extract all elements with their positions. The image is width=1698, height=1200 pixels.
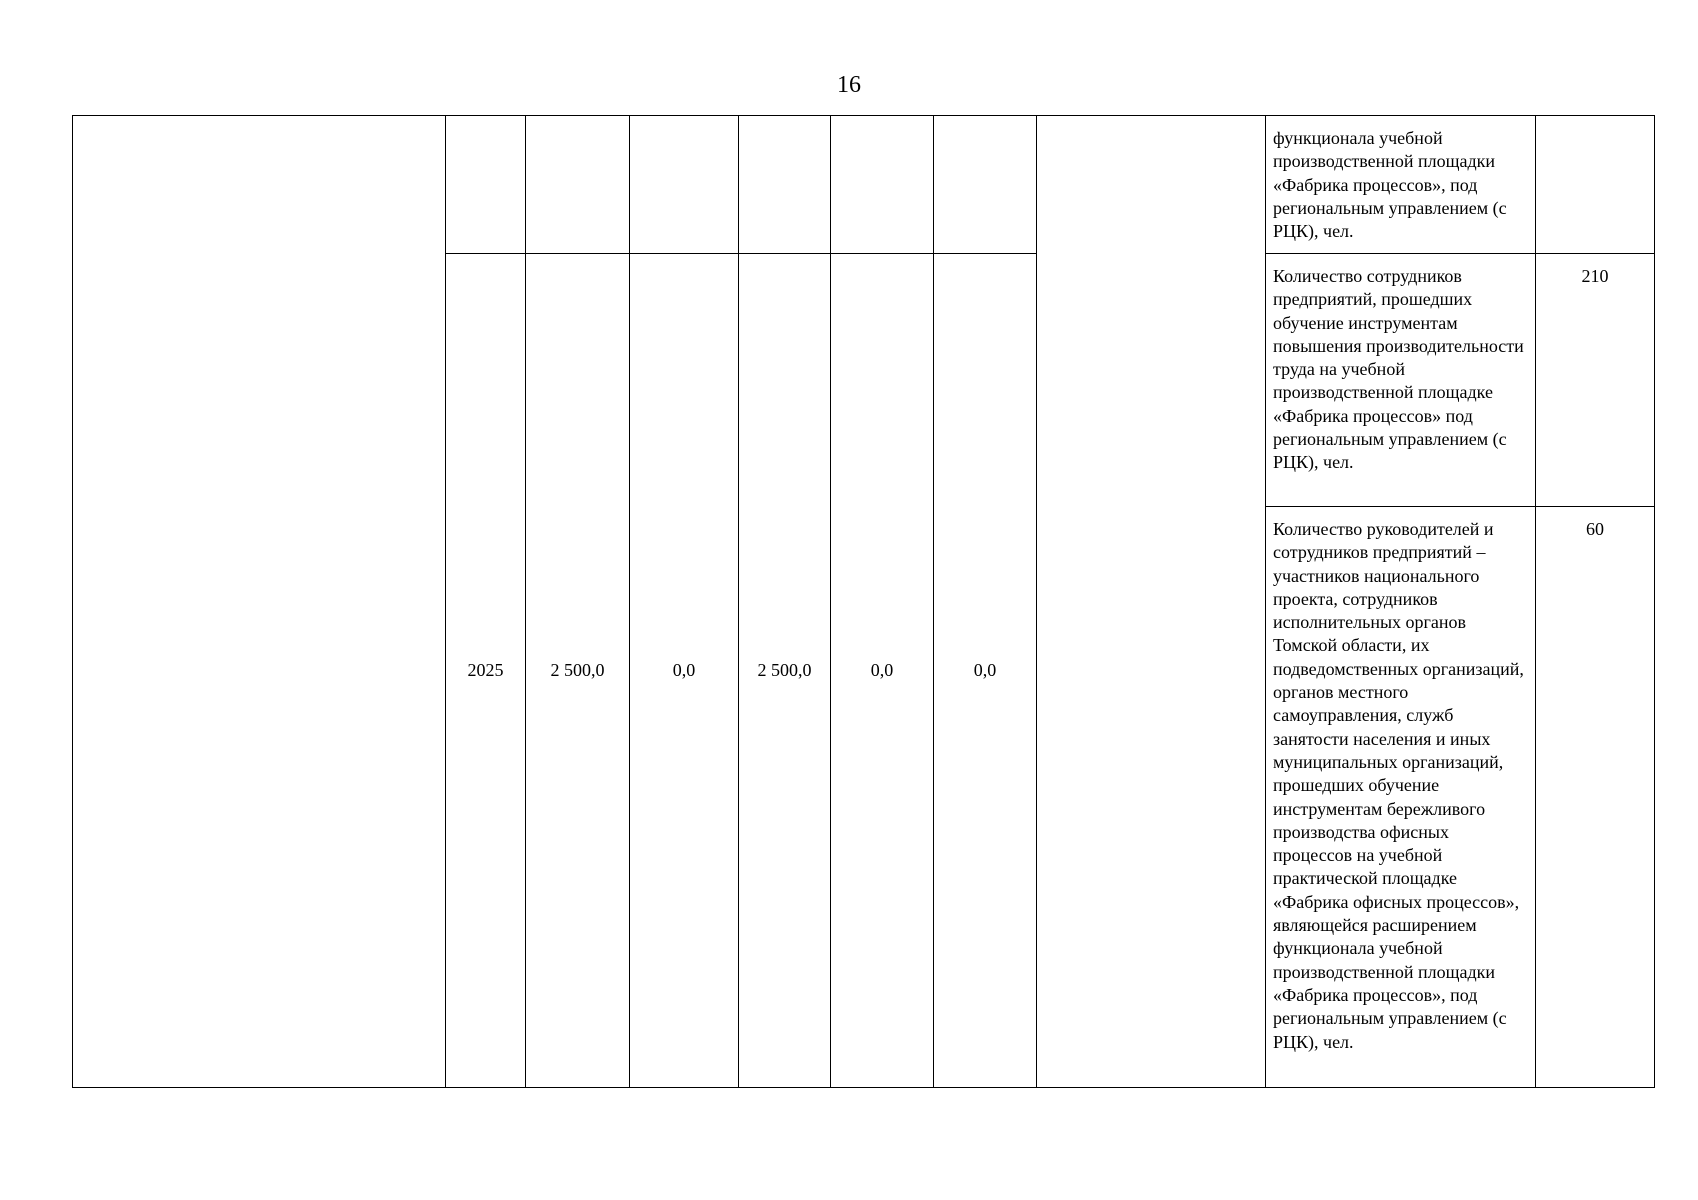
- indicator-name-cell: Количество сотрудников предприятий, прошедших обучение инструментам повышения производительности труда на учебной производственной площадке «Фабрика процессов» под региональным управлением (с РЦК), чел.: [1266, 254, 1536, 507]
- activity-name-cell: [73, 116, 446, 1088]
- page-number: 16: [837, 72, 861, 98]
- regional-budget-cell: 2 500,0: [739, 254, 831, 1088]
- year-cell: [446, 116, 526, 254]
- extra-budget-cell: [934, 116, 1037, 254]
- local-budget-cell: [831, 116, 934, 254]
- indicator-name-cell: функционала учебной производственной площадки «Фабрика процессов», под региональным управлением (с РЦК), чел.: [1266, 116, 1536, 254]
- local-budget-cell: 0,0: [831, 254, 934, 1088]
- total-funding-cell: 2 500,0: [526, 254, 630, 1088]
- federal-budget-cell: 0,0: [630, 254, 739, 1088]
- indicator-value-cell: 210: [1536, 254, 1655, 507]
- extra-budget-cell: 0,0: [934, 254, 1037, 1088]
- year-cell: 2025: [446, 254, 526, 1088]
- indicator-value-cell: [1536, 116, 1655, 254]
- federal-budget-cell: [630, 116, 739, 254]
- table-row: [73, 116, 1655, 254]
- regional-budget-cell: [739, 116, 831, 254]
- total-funding-cell: [526, 116, 630, 254]
- responsible-executor-cell: [1037, 116, 1266, 1088]
- indicator-name-cell: Количество руководителей и сотрудников предприятий – участников национального проекта, сотрудников исполнительных органов Томской области, их подведомственных организаций, органов местного самоуправления, служб занятости населения и иных муниципальных организаций, прошедших обучение инструментам бережливого производства офисных процессов на учебной практической площадке «Фабрика офисных процессов», являющейся расширением функционала учебной производственной площадки «Фабрика процессов», под региональным управлением (с РЦК), чел.: [1266, 507, 1536, 1088]
- program-table: [72, 115, 1655, 1088]
- indicator-value-cell: 60: [1536, 507, 1655, 1088]
